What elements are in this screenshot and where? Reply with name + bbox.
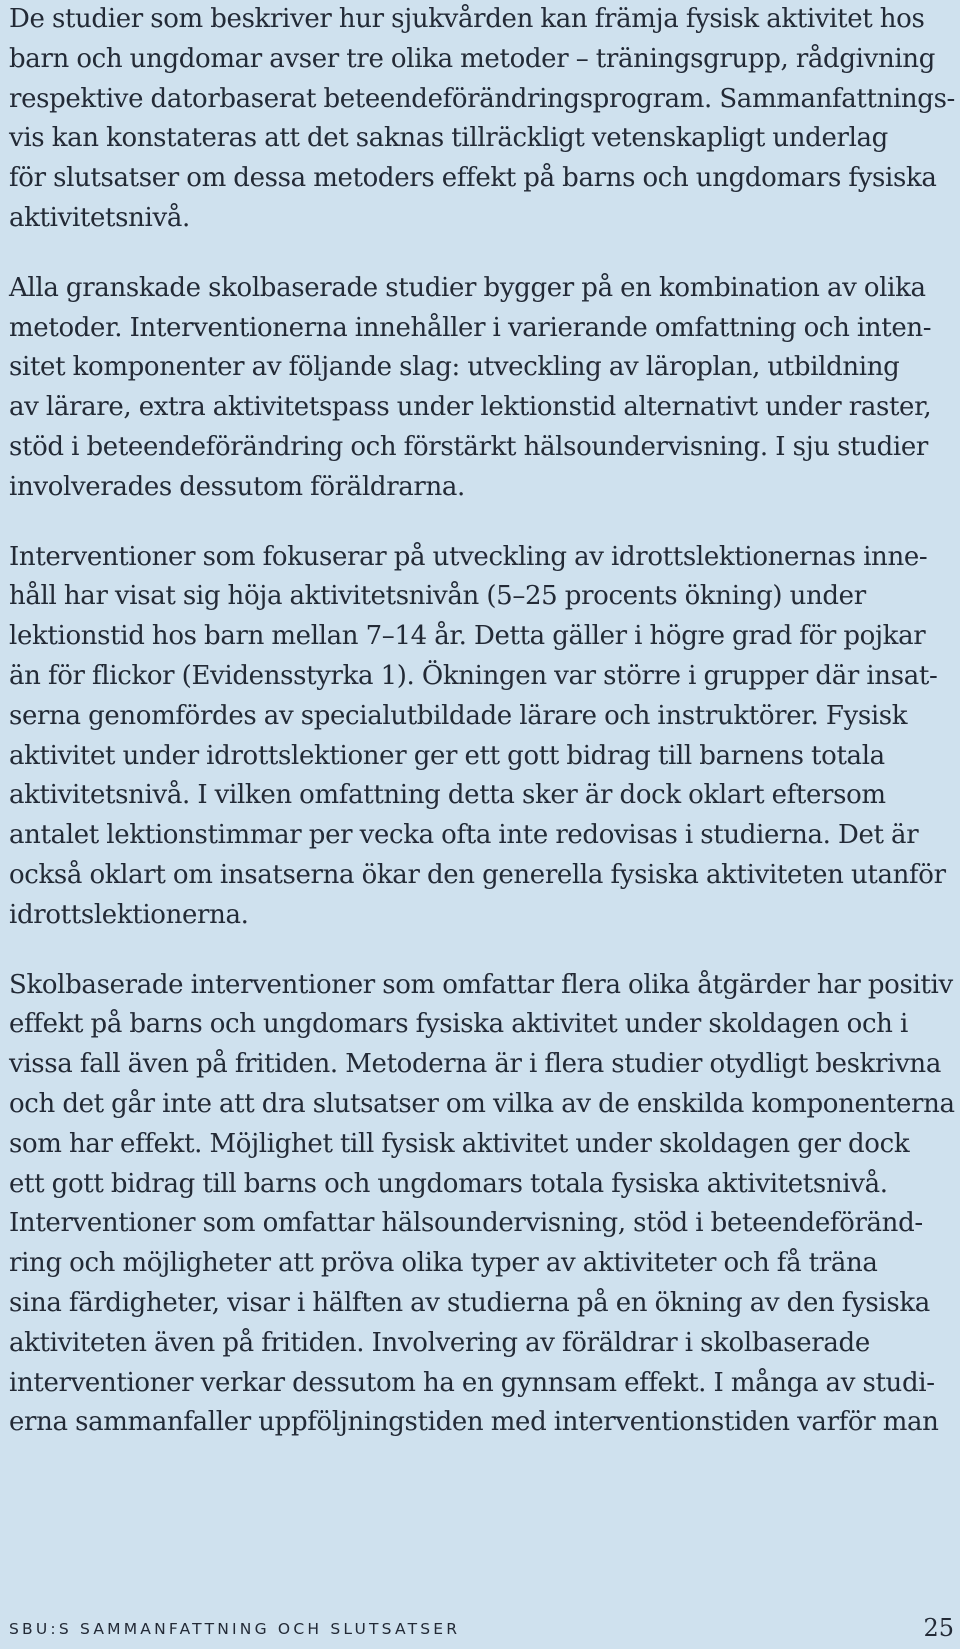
paragraph-spacer: [9, 936, 955, 966]
page-number: 25: [923, 1614, 954, 1642]
text-line: erna sammanfaller uppföljningstiden med interventionstiden varför man: [9, 1407, 939, 1438]
body-text: [9, 0, 955, 1443]
text-line: också oklart om insatserna ökar den generella fysiska aktiviteten utanför: [9, 859, 946, 890]
text-line: respektive datorbaserat beteendeförändringsprogram. Sammanfattnings-: [9, 83, 955, 114]
paragraph: [9, 0, 955, 239]
paragraph: [9, 269, 955, 508]
paragraph: [9, 966, 955, 1444]
text-line: sina färdigheter, visar i hälften av studierna på en ökning av den fysiska: [9, 1287, 930, 1318]
text-line: än för flickor (Evidensstyrka 1). Ökningen var större i grupper där insat-: [9, 660, 938, 691]
text-line: aktivitetsnivå. I vilken omfattning detta sker är dock oklart eftersom: [9, 780, 886, 811]
text-line: aktiviteten även på fritiden. Involvering av föräldrar i skolbaserade: [9, 1327, 870, 1358]
text-line: och det går inte att dra slutsatser om vilka av de enskilda komponenterna: [9, 1088, 955, 1119]
text-line: Alla granskade skolbaserade studier bygger på en kombination av olika: [9, 272, 926, 303]
text-line: ring och möjligheter att pröva olika typer av aktiviteter och få träna: [9, 1248, 878, 1279]
text-line: interventioner verkar dessutom ha en gynnsam effekt. I många av studi-: [9, 1367, 935, 1398]
running-footer-title: SBU:S SAMMANFATTNING OCH SLUTSATSER: [9, 1620, 461, 1638]
text-line: för slutsatser om dessa metoders effekt på barns och ungdomars fysiska: [9, 163, 937, 194]
text-line: vis kan konstateras att det saknas tillräckligt vetenskapligt underlag: [9, 123, 888, 154]
text-line: ett gott bidrag till barns och ungdomars totala fysiska aktivitetsnivå.: [9, 1168, 888, 1199]
text-line: Skolbaserade interventioner som omfattar flera olika åtgärder har positiv: [9, 969, 953, 1000]
text-line: lektionstid hos barn mellan 7–14 år. Detta gäller i högre grad för pojkar: [9, 621, 926, 652]
paragraph-spacer: [9, 508, 955, 538]
text-line: stöd i beteendeförändring och förstärkt hälsoundervisning. I sju studier: [9, 431, 928, 462]
text-line: effekt på barns och ungdomars fysiska aktivitet under skoldagen och i: [9, 1009, 908, 1040]
page-footer: [9, 1614, 954, 1644]
text-line: Interventioner som fokuserar på utveckling av idrottslektionernas inne-: [9, 541, 928, 572]
paragraph: [9, 538, 955, 936]
text-line: sitet komponenter av följande slag: utveckling av läroplan, utbildning: [9, 352, 900, 383]
paragraph-spacer: [9, 239, 955, 269]
text-line: Interventioner som omfattar hälsoundervisning, stöd i beteendeföränd-: [9, 1208, 923, 1239]
text-line: barn och ungdomar avser tre olika metoder – träningsgrupp, rådgivning: [9, 43, 935, 74]
text-line: involverades dessutom föräldrarna.: [9, 471, 465, 502]
text-line: antalet lektionstimmar per vecka ofta inte redovisas i studierna. Det är: [9, 820, 919, 851]
text-line: av lärare, extra aktivitetspass under lektionstid alternativt under raster,: [9, 392, 932, 423]
text-line: serna genomfördes av specialutbildade lärare och instruktörer. Fysisk: [9, 700, 908, 731]
text-line: idrottslektionerna.: [9, 899, 249, 930]
text-line: vissa fall även på fritiden. Metoderna är i flera studier otydligt beskrivna: [9, 1049, 941, 1080]
text-line: De studier som beskriver hur sjukvården kan främja fysisk aktivitet hos: [9, 4, 925, 34]
text-line: som har effekt. Möjlighet till fysisk aktivitet under skoldagen ger dock: [9, 1128, 910, 1159]
text-line: aktivitet under idrottslektioner ger ett gott bidrag till barnens totala: [9, 740, 885, 771]
text-line: håll har visat sig höja aktivitetsnivån (5–25 procents ökning) under: [9, 581, 866, 612]
text-line: metoder. Interventionerna innehåller i varierande omfattning och inten-: [9, 312, 932, 343]
text-line: aktivitetsnivå.: [9, 202, 190, 233]
